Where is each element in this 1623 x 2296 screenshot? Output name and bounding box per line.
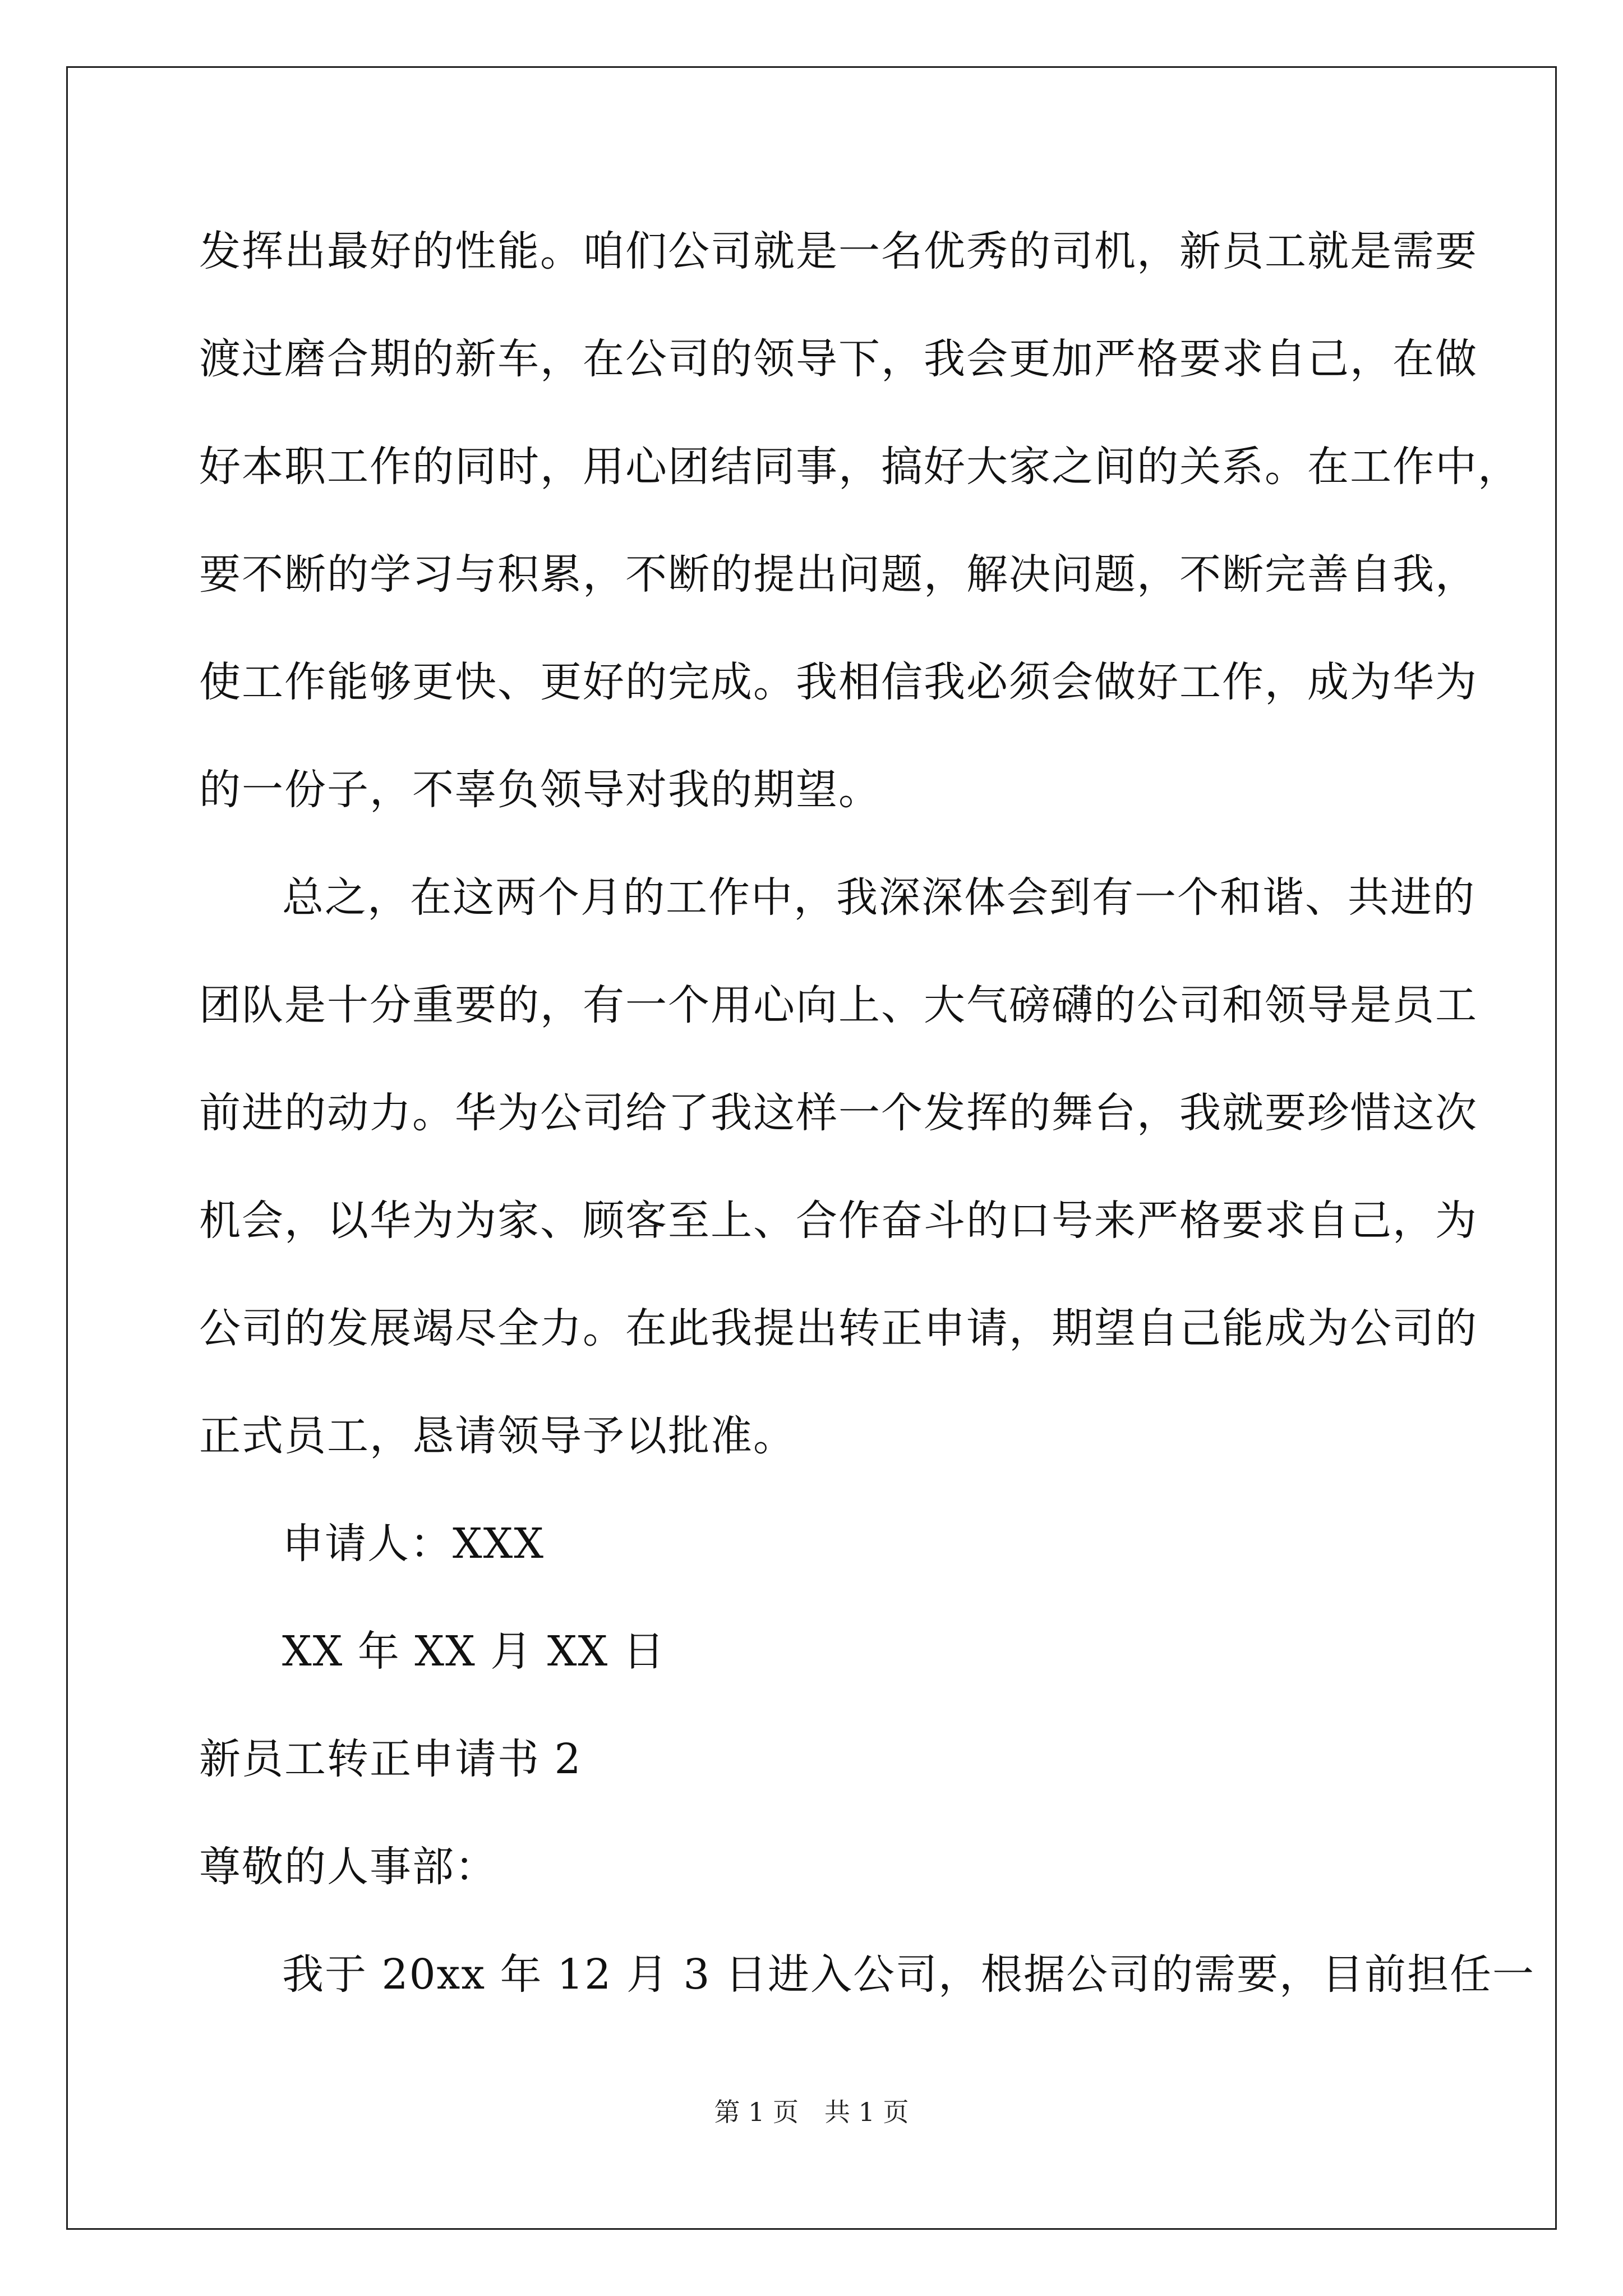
paragraph-line: 的一份子，不辜负领导对我的期望。 bbox=[199, 766, 881, 814]
section-title: 新员工转正申请书 2 bbox=[199, 1735, 582, 1783]
paragraph-line: 前进的动力。华为公司给了我这样一个发挥的舞台，我就要珍惜这次 bbox=[199, 1089, 1478, 1137]
paragraph-line: 公司的发展竭尽全力。在此我提出转正申请，期望自己能成为公司的 bbox=[199, 1304, 1478, 1352]
paragraph-line: 正式员工，恳请领导予以批准。 bbox=[199, 1412, 796, 1460]
paragraph-line: 要不断的学习与积累，不断的提出问题，解决问题，不断完善自我， bbox=[199, 550, 1478, 599]
signature-date: XX 年 XX 月 XX 日 bbox=[282, 1627, 666, 1676]
page-footer: 第 1 页 共 1 页 bbox=[714, 2097, 909, 2127]
salutation: 尊敬的人事部： bbox=[199, 1843, 497, 1891]
paragraph-line: 使工作能够更快、更好的完成。我相信我必须会做好工作，成为华为 bbox=[199, 658, 1478, 706]
paragraph-line: 机会，以华为为家、顾客至上、合作奋斗的口号来严格要求自己，为 bbox=[199, 1197, 1478, 1245]
paragraph-line: 总之，在这两个月的工作中，我深深体会到有一个和谐、共进的 bbox=[282, 873, 1476, 922]
paragraph-line: 团队是十分重要的，有一个用心向上、大气磅礴的公司和领导是员工 bbox=[199, 981, 1478, 1029]
paragraph-line: 发挥出最好的性能。咱们公司就是一名优秀的司机，新员工就是需要 bbox=[199, 227, 1478, 275]
paragraph-line: 好本职工作的同时，用心团结同事，搞好大家之间的关系。在工作中， bbox=[199, 443, 1520, 491]
paragraph-line: 渡过磨合期的新车，在公司的领导下，我会更加严格要求自己，在做 bbox=[199, 335, 1478, 383]
applicant-signature: 申请人：XXX bbox=[282, 1520, 545, 1568]
paragraph-line: 我于 20xx 年 12 月 3 日进入公司，根据公司的需要，目前担任一 bbox=[282, 1950, 1536, 1999]
